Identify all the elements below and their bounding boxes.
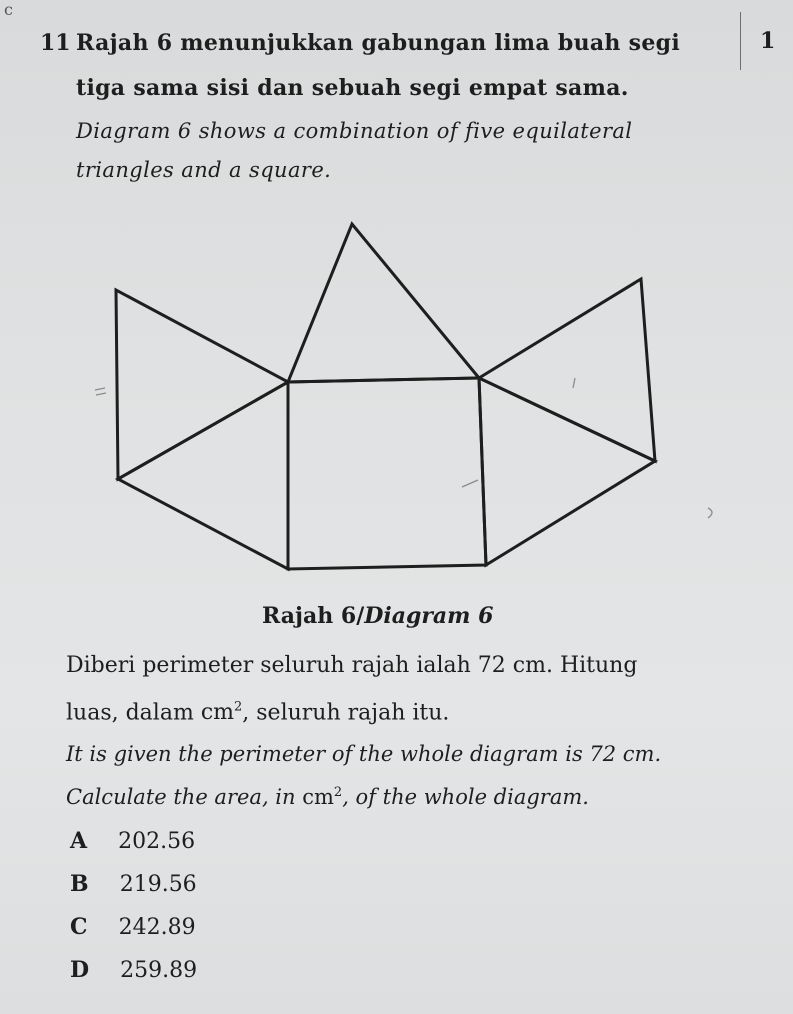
option-a-value: 202.56 — [118, 829, 196, 854]
triangle-top — [288, 224, 479, 382]
option-d-value: 259.89 — [120, 958, 198, 983]
square-shape — [288, 378, 486, 569]
body-ms-line1: Diberi perimeter seluruh rajah ialah 72 cm. Hitung — [66, 653, 638, 678]
option-c-letter: C — [70, 914, 88, 940]
question-title-ms-line1: Rajah 6 menunjukkan gabungan lima buah segi — [76, 30, 681, 56]
body-en-line2 — [66, 785, 589, 809]
question-number: 11 — [40, 30, 71, 56]
question-title-ms-line2: tiga sama sisi dan sebuah segi empat sama. — [76, 75, 629, 101]
triangle-right-upper — [479, 279, 655, 461]
unit-ms — [201, 700, 242, 725]
body-en-line2-pre: Calculate the area, in — [66, 785, 296, 809]
option-a-letter: A — [70, 828, 88, 854]
option-d-letter: D — [70, 957, 90, 983]
body-ms-line2-pre: luas, dalam — [66, 700, 194, 726]
body-en-line2-post: , of the whole diagram. — [342, 785, 589, 809]
body-ms-line2 — [66, 700, 449, 725]
question-title-en-line2: triangles and a square. — [76, 158, 332, 182]
option-b-letter: B — [70, 871, 89, 897]
body-ms-line2-post: , seluruh rajah itu. — [242, 700, 450, 726]
option-d[interactable] — [70, 957, 197, 983]
option-a[interactable] — [70, 828, 195, 854]
unit-ms-base: cm — [200, 700, 234, 726]
unit-en-base: cm — [302, 785, 334, 809]
option-b-value: 219.56 — [119, 872, 197, 897]
unit-en-exp: 2 — [333, 785, 343, 800]
triangle-left-upper — [116, 290, 288, 479]
diagram-caption — [262, 603, 493, 629]
question-title-en-line1: Diagram 6 shows a combination of five equilateral — [76, 119, 633, 143]
body-en-line1: It is given the perimeter of the whole diagram is 72 cm. — [66, 742, 662, 766]
caption-ms: Rajah 6/ — [262, 603, 365, 629]
triangle-right-lower — [479, 378, 655, 565]
option-c[interactable] — [70, 914, 196, 940]
triangle-left-lower — [118, 382, 288, 569]
unit-en — [302, 785, 342, 809]
question-marks: 1 — [760, 28, 776, 54]
option-c-value: 242.89 — [118, 915, 196, 940]
caption-en: Diagram 6 — [364, 603, 494, 629]
unit-ms-exp: 2 — [234, 700, 243, 715]
option-b[interactable] — [70, 871, 197, 897]
corner-mark: c — [4, 0, 13, 19]
